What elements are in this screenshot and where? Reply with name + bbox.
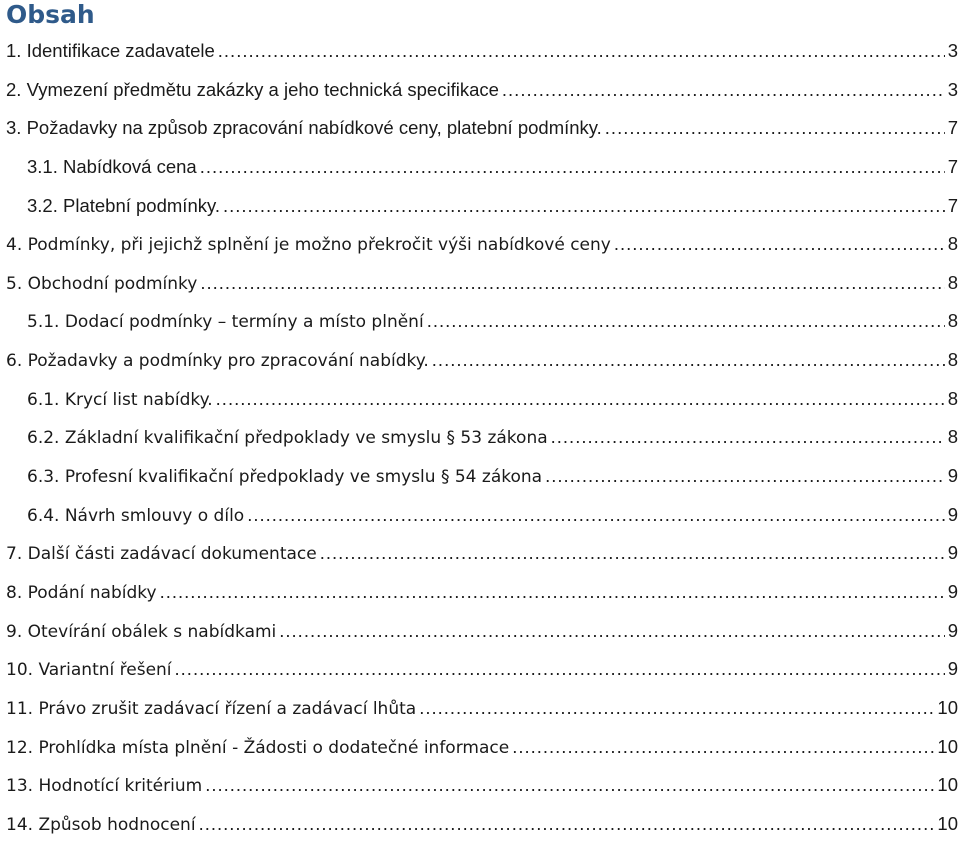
toc-dot-leader bbox=[502, 71, 945, 110]
toc-entry[interactable] bbox=[0, 109, 960, 148]
toc-entry-label: 12. Prohlídka místa plnění - Žádosti o dodatečné informace bbox=[6, 737, 510, 758]
toc-entry-label: 4. Podmínky, při jejichž splnění je možno překročit výši nabídkové ceny bbox=[6, 235, 611, 256]
toc-entry-label: 5.1. Dodací podmínky – termíny a místo plnění bbox=[27, 312, 424, 333]
toc-entry-page: 9 bbox=[947, 580, 958, 602]
toc-entry-page: 7 bbox=[947, 155, 958, 177]
toc-dot-leader bbox=[512, 728, 934, 767]
toc-dot-leader bbox=[247, 496, 945, 535]
toc-entry[interactable] bbox=[0, 650, 960, 689]
toc-entry-label: 2. Vymezení předmětu zakázky a jeho technická specifikace bbox=[6, 78, 499, 100]
toc-entry-page: 8 bbox=[947, 233, 958, 255]
toc-entry-label: 6.1. Krycí list nabídky. bbox=[27, 389, 213, 410]
toc-entry-page: 8 bbox=[947, 387, 958, 409]
toc-entry-label: 11. Právo zrušit zadávací řízení a zadávací lhůta bbox=[6, 698, 417, 719]
toc-entry[interactable] bbox=[0, 457, 960, 496]
toc-entry-label: 6. Požadavky a podmínky pro zpracování nabídky. bbox=[6, 351, 429, 372]
toc-dot-leader bbox=[432, 341, 945, 380]
toc-dot-leader bbox=[605, 109, 945, 148]
toc-entry-label: 6.4. Návrh smlouvy o dílo bbox=[27, 505, 245, 526]
toc-dot-leader bbox=[175, 650, 945, 689]
toc-title: Obsah bbox=[6, 0, 95, 29]
toc-entry-label: 6.3. Profesní kvalifikační předpoklady ve smyslu § 54 zákona bbox=[27, 467, 543, 488]
toc-entry[interactable] bbox=[0, 225, 960, 264]
toc-entry[interactable] bbox=[0, 689, 960, 728]
toc-dot-leader bbox=[205, 766, 934, 805]
toc-entry[interactable] bbox=[0, 573, 960, 612]
toc-entry[interactable] bbox=[0, 148, 960, 187]
toc-entry[interactable] bbox=[0, 264, 960, 303]
toc-dot-leader bbox=[160, 573, 945, 612]
toc-entry-page: 8 bbox=[947, 271, 958, 293]
toc-entry[interactable] bbox=[0, 302, 960, 341]
toc-dot-leader bbox=[279, 612, 944, 651]
toc-entry-page: 8 bbox=[947, 426, 958, 448]
toc-entry-label: 3.2. Platební podmínky. bbox=[27, 194, 220, 216]
toc-entry-label: 13. Hodnotící kritérium bbox=[6, 776, 203, 797]
toc-entry[interactable] bbox=[0, 341, 960, 380]
toc-entry-label: 14. Způsob hodnocení bbox=[6, 814, 196, 835]
toc-entry-page: 3 bbox=[947, 78, 958, 100]
toc-dot-leader bbox=[545, 457, 945, 496]
toc-entry-label: 8. Podání nabídky bbox=[6, 582, 157, 603]
toc-dot-leader bbox=[419, 689, 934, 728]
toc-entry-label: 3.1. Nabídková cena bbox=[27, 155, 197, 177]
toc-entry-label: 7. Další části zadávací dokumentace bbox=[6, 544, 317, 565]
toc-entry-page: 9 bbox=[947, 465, 958, 487]
toc-entry[interactable] bbox=[0, 187, 960, 226]
toc-entry[interactable] bbox=[0, 380, 960, 419]
toc-entry[interactable] bbox=[0, 71, 960, 110]
toc-list bbox=[0, 32, 960, 843]
toc-dot-leader bbox=[216, 380, 945, 419]
toc-entry[interactable] bbox=[0, 805, 960, 844]
toc-entry-label: 5. Obchodní podmínky bbox=[6, 273, 198, 294]
toc-entry[interactable] bbox=[0, 612, 960, 651]
toc-entry[interactable] bbox=[0, 418, 960, 457]
toc-entry-page: 9 bbox=[947, 619, 958, 641]
toc-entry[interactable] bbox=[0, 496, 960, 535]
toc-entry-label: 3. Požadavky na způsob zpracování nabídkové ceny, platební podmínky. bbox=[6, 117, 602, 139]
toc-entry[interactable] bbox=[0, 766, 960, 805]
toc-entry[interactable] bbox=[0, 534, 960, 573]
toc-entry-page: 10 bbox=[937, 812, 958, 834]
toc-dot-leader bbox=[427, 302, 945, 341]
toc-entry-page: 8 bbox=[947, 349, 958, 371]
toc-dot-leader bbox=[223, 187, 945, 226]
toc-dot-leader bbox=[320, 534, 945, 573]
toc-dot-leader bbox=[551, 418, 945, 457]
toc-entry-page: 10 bbox=[937, 696, 958, 718]
toc-entry[interactable] bbox=[0, 728, 960, 767]
toc-entry-label: 10. Variantní řešení bbox=[6, 660, 172, 681]
toc-entry-page: 7 bbox=[947, 194, 958, 216]
toc-entry-page: 7 bbox=[947, 117, 958, 139]
toc-entry-label: 9. Otevírání obálek s nabídkami bbox=[6, 621, 277, 642]
toc-entry-label: 1. Identifikace zadavatele bbox=[6, 40, 215, 61]
toc-entry[interactable] bbox=[0, 32, 960, 71]
toc-entry-page: 8 bbox=[947, 310, 958, 332]
toc-dot-leader bbox=[199, 805, 935, 844]
toc-dot-leader bbox=[218, 32, 945, 71]
toc-entry-page: 3 bbox=[947, 40, 958, 61]
toc-entry-page: 9 bbox=[947, 542, 958, 564]
toc-entry-label: 6.2. Základní kvalifikační předpoklady ve smyslu § 53 zákona bbox=[27, 428, 548, 449]
toc-dot-leader bbox=[200, 264, 944, 303]
toc-entry-page: 9 bbox=[947, 503, 958, 525]
toc-entry-page: 10 bbox=[937, 735, 958, 757]
toc-dot-leader bbox=[614, 225, 945, 264]
toc-dot-leader bbox=[200, 148, 945, 187]
toc-entry-page: 9 bbox=[947, 658, 958, 680]
toc-entry-page: 10 bbox=[937, 774, 958, 796]
